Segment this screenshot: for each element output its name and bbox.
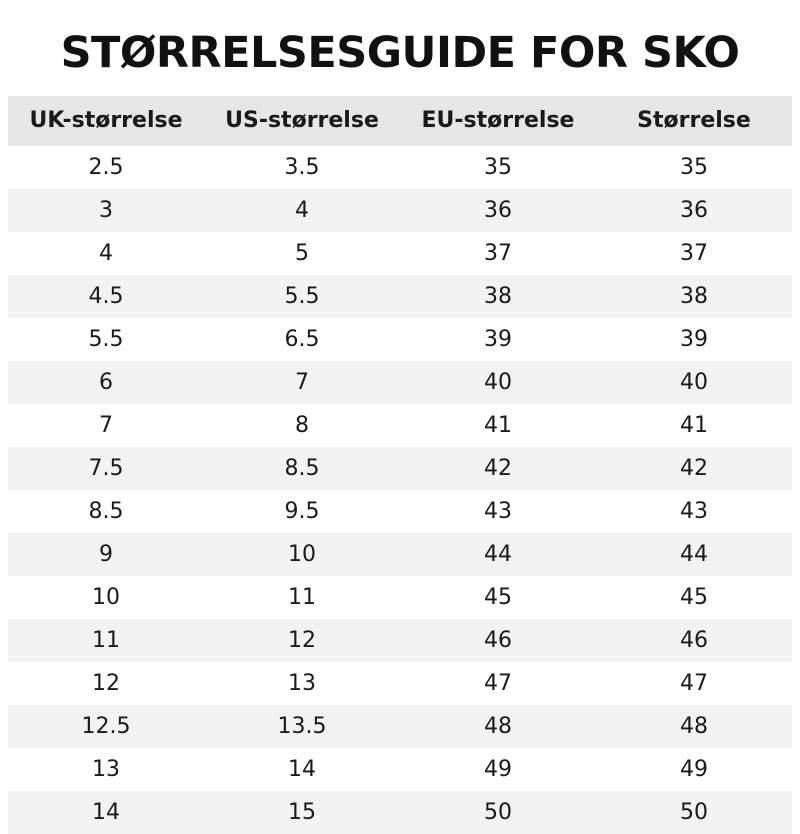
table-cell: 46 (596, 619, 792, 662)
table-cell: 39 (400, 318, 596, 361)
table-cell: 3 (8, 189, 204, 232)
table-row (8, 447, 792, 490)
table-cell: 45 (596, 576, 792, 619)
column-header-us: US-størrelse (204, 96, 400, 146)
table-cell: 15 (204, 791, 400, 834)
table-cell: 5.5 (204, 275, 400, 318)
table-header-row (8, 96, 792, 146)
table-cell: 4.5 (8, 275, 204, 318)
table-row (8, 232, 792, 275)
table-cell: 42 (596, 447, 792, 490)
table-cell: 4 (204, 189, 400, 232)
table-cell: 10 (204, 533, 400, 576)
table-cell: 40 (596, 361, 792, 404)
column-header-uk: UK-størrelse (8, 96, 204, 146)
table-cell: 40 (400, 361, 596, 404)
table-cell: 7 (8, 404, 204, 447)
table-cell: 13 (8, 748, 204, 791)
table-row (8, 404, 792, 447)
table-row (8, 189, 792, 232)
table-row (8, 146, 792, 189)
table-cell: 39 (596, 318, 792, 361)
table-row (8, 748, 792, 791)
table-cell: 12.5 (8, 705, 204, 748)
column-header-size: Størrelse (596, 96, 792, 146)
table-cell: 50 (596, 791, 792, 834)
table-row (8, 318, 792, 361)
table-cell: 8.5 (204, 447, 400, 490)
shoe-size-table (8, 96, 792, 834)
table-cell: 47 (400, 662, 596, 705)
table-cell: 46 (400, 619, 596, 662)
table-cell: 45 (400, 576, 596, 619)
table-cell: 38 (400, 275, 596, 318)
table-row (8, 490, 792, 533)
table-cell: 2.5 (8, 146, 204, 189)
table-cell: 13.5 (204, 705, 400, 748)
table-cell: 36 (400, 189, 596, 232)
table-body (8, 146, 792, 834)
table-row (8, 619, 792, 662)
table-row (8, 576, 792, 619)
table-cell: 11 (8, 619, 204, 662)
table-cell: 14 (204, 748, 400, 791)
table-cell: 37 (400, 232, 596, 275)
table-row (8, 662, 792, 705)
table-row (8, 533, 792, 576)
table-cell: 12 (8, 662, 204, 705)
table-row (8, 791, 792, 834)
table-cell: 11 (204, 576, 400, 619)
table-cell: 44 (596, 533, 792, 576)
table-cell: 44 (400, 533, 596, 576)
table-cell: 42 (400, 447, 596, 490)
table-cell: 47 (596, 662, 792, 705)
table-cell: 9 (8, 533, 204, 576)
table-cell: 12 (204, 619, 400, 662)
table-row (8, 705, 792, 748)
table-cell: 35 (400, 146, 596, 189)
table-cell: 6.5 (204, 318, 400, 361)
table-cell: 48 (596, 705, 792, 748)
column-header-eu: EU-størrelse (400, 96, 596, 146)
table-cell: 7 (204, 361, 400, 404)
table-cell: 8 (204, 404, 400, 447)
table-cell: 10 (8, 576, 204, 619)
table-cell: 9.5 (204, 490, 400, 533)
size-table-container (0, 96, 800, 834)
table-row (8, 361, 792, 404)
table-cell: 4 (8, 232, 204, 275)
table-cell: 7.5 (8, 447, 204, 490)
table-cell: 5 (204, 232, 400, 275)
table-header (8, 96, 792, 146)
table-cell: 48 (400, 705, 596, 748)
table-cell: 43 (400, 490, 596, 533)
table-cell: 14 (8, 791, 204, 834)
table-cell: 49 (596, 748, 792, 791)
table-cell: 41 (400, 404, 596, 447)
table-cell: 3.5 (204, 146, 400, 189)
table-cell: 6 (8, 361, 204, 404)
table-row (8, 275, 792, 318)
table-cell: 8.5 (8, 490, 204, 533)
table-cell: 49 (400, 748, 596, 791)
table-cell: 13 (204, 662, 400, 705)
table-cell: 43 (596, 490, 792, 533)
table-cell: 5.5 (8, 318, 204, 361)
table-cell: 35 (596, 146, 792, 189)
table-cell: 36 (596, 189, 792, 232)
table-cell: 41 (596, 404, 792, 447)
table-cell: 50 (400, 791, 596, 834)
table-cell: 38 (596, 275, 792, 318)
table-cell: 37 (596, 232, 792, 275)
page-title: STØRRELSESGUIDE FOR SKO (60, 28, 740, 78)
